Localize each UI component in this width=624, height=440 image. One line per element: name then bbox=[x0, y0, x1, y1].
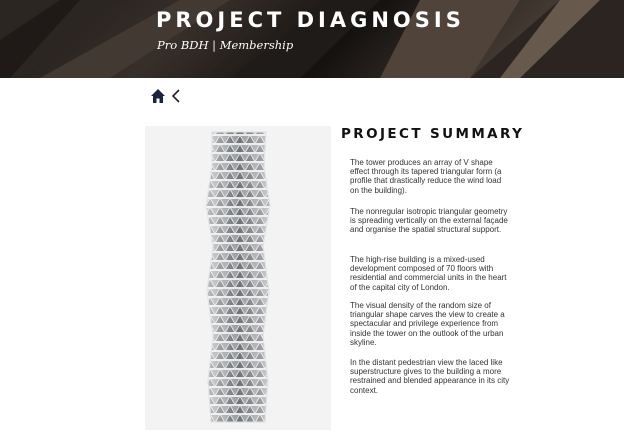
summary-paragraph-3: The high-rise building is a mixed-used development composed of 70 floors with residential and commercial units in the heart of the capital city of London. bbox=[350, 255, 507, 292]
chevron-left-icon[interactable] bbox=[170, 88, 182, 104]
section-title: PROJECT SUMMARY bbox=[341, 126, 525, 142]
page-title: PROJECT DIAGNOSIS bbox=[156, 8, 465, 32]
summary-paragraph-1: The tower produces an array of V shape effect through its tapered triangular form (a profile that drastically reduce the wind load on the building). bbox=[350, 158, 502, 195]
tower-image bbox=[145, 126, 331, 430]
header-banner bbox=[0, 0, 624, 78]
summary-paragraph-2: The nonregular isotropic triangular geometry is spreading vertically on the external façade and organise the spatial structural support. bbox=[350, 207, 508, 235]
summary-paragraph-5: In the distant pedestrian view the laced like superstructure gives to the building a more restrained and blended appearance in its city context. bbox=[350, 358, 510, 395]
summary-paragraph-4: The visual density of the random size of triangular shape carves the view to create a spectacular and privilege experience from inside the tower on the outlook of the urban skyline. bbox=[350, 301, 505, 347]
page-subtitle: Pro BDH | Membership bbox=[157, 38, 294, 52]
home-icon[interactable] bbox=[150, 88, 166, 104]
tower-illustration bbox=[145, 126, 331, 430]
